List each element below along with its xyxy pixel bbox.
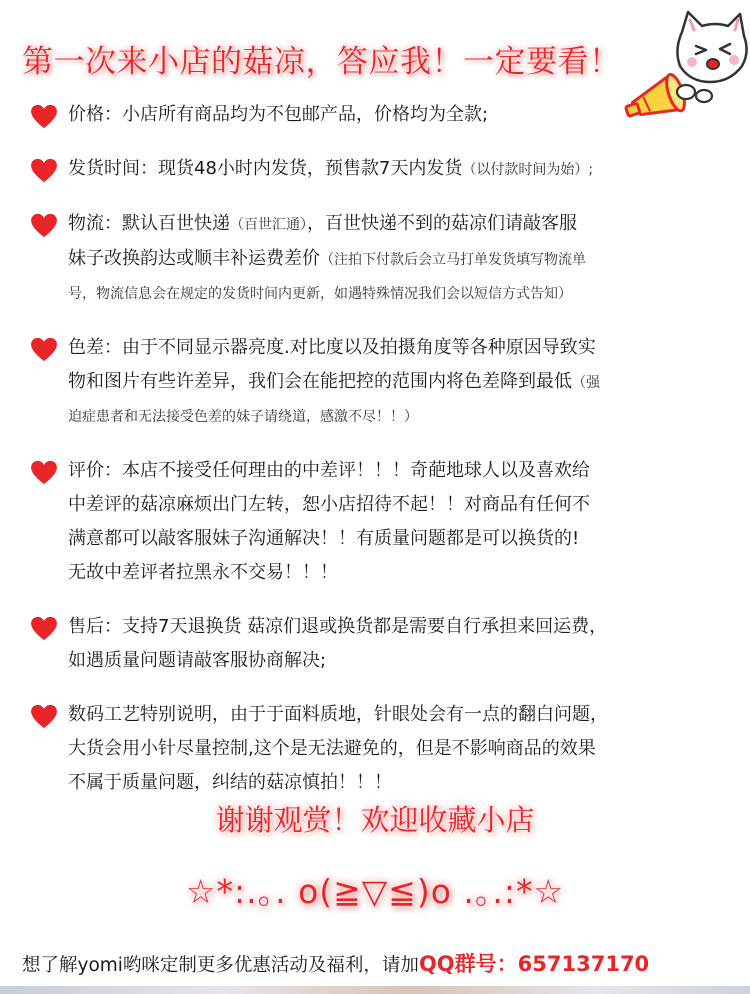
notice-text: 大货会用小针尽量控制,这个是无法避免的，但是不影响商品的效果 [68,738,596,759]
notice-text: 售后：支持7天退换货 菇凉们退或换货都是需要自行承担来回运费， [68,616,608,637]
notice-text: 发货时间：现货48小时内发货，预售款7天内发货 [68,158,463,179]
notice-text: 数码工艺特别说明，由于于面料质地，针眼处会有一点的翻白问题， [68,704,608,725]
emoticon-banner: ☆*:.｡. o(≧▽≦)o .｡.:*☆ [185,872,565,911]
notice-note: （注拍下付款后会立马打单发货填写物流单 [320,252,586,268]
notice-text: 不属于质量问题，纠结的菇凉慎拍！！！ [68,772,392,793]
notice-text: 妹子改换韵达或顺丰补运费差价 [68,248,320,269]
heart-icon [30,104,58,129]
notice-line [68,242,730,277]
notice-line [68,207,730,242]
notice-text: 物和图片有些许差异，我们会在能把控的范围内将色差降到最低 [68,371,572,392]
notice-item [30,331,730,434]
notice-line [68,698,730,732]
notice-line [68,152,730,187]
notice-line [68,732,730,766]
notice-line [68,98,730,132]
heart-icon [30,337,58,362]
page-headline: 第一次来小店的菇凉，答应我！一定要看！ [22,44,621,80]
notice-line [68,644,730,678]
notice-line [68,522,730,556]
notice-text: ，百世快递不到的菇凉们请敲客服 [307,213,577,234]
notice-text: 价格：小店所有商品均为不包邮产品，价格均为全款; [68,104,489,125]
notice-line [68,488,730,522]
notice-text: 满意都可以敲客服妹子沟通解决！！有质量问题都是可以换货的! [68,528,580,549]
notice-note: （百世汇通） [230,217,307,233]
notice-text: 评价：本店不接受任何理由的中差评！！！奇葩地球人以及喜欢给 [68,460,590,481]
notice-text: 无故中差评者拉黑永不交易！！！ [68,562,338,583]
notice-note: 号，物流信息会在规定的发货时间内更新，如遇特殊情况我们会以短信方式告知） [68,286,572,302]
notice-note: 迫症患者和无法接受色差的妹子请绕道，感激不尽！！） [68,409,418,425]
bottom-image-strip [0,986,750,994]
notice-text: 如遇质量问题请敲客服协商解决; [68,650,327,671]
qq-group-number[interactable]: 657137170 [517,952,650,976]
footer-contact [22,948,649,978]
heart-icon [30,616,58,641]
notice-line [68,365,730,400]
notice-item [30,98,730,132]
notice-text: 物流：默认百世快递 [68,213,230,234]
notice-item [30,698,730,800]
notice-text: 中差评的菇凉麻烦出门左转，恕小店招待不起！！对商品有任何不 [68,494,590,515]
notice-text: 色差：由于不同显示器亮度.对比度以及拍摄角度等各种原因导致实 [68,337,596,358]
notice-list [30,98,730,820]
notice-line [68,331,730,365]
heart-icon [30,213,58,238]
notice-note: （以付款时间为始）; [462,162,594,178]
notice-note: （强 [572,375,600,391]
notice-line [68,400,730,434]
notice-line [68,766,730,800]
notice-item [30,152,730,187]
qq-group-label: QQ群号： [418,952,518,976]
footer-prefix: 想了解yomi哟咪定制更多优惠活动及福利，请加 [22,955,419,976]
heart-icon [30,158,58,183]
notice-item [30,610,730,678]
heart-icon [30,460,58,485]
heart-icon [30,704,58,729]
notice-item [30,454,730,590]
notice-line [68,454,730,488]
thanks-banner: 谢谢观赏！欢迎收藏小店 [215,803,535,837]
notice-line [68,610,730,644]
notice-line [68,277,730,311]
notice-line [68,556,730,590]
notice-item [30,207,730,311]
